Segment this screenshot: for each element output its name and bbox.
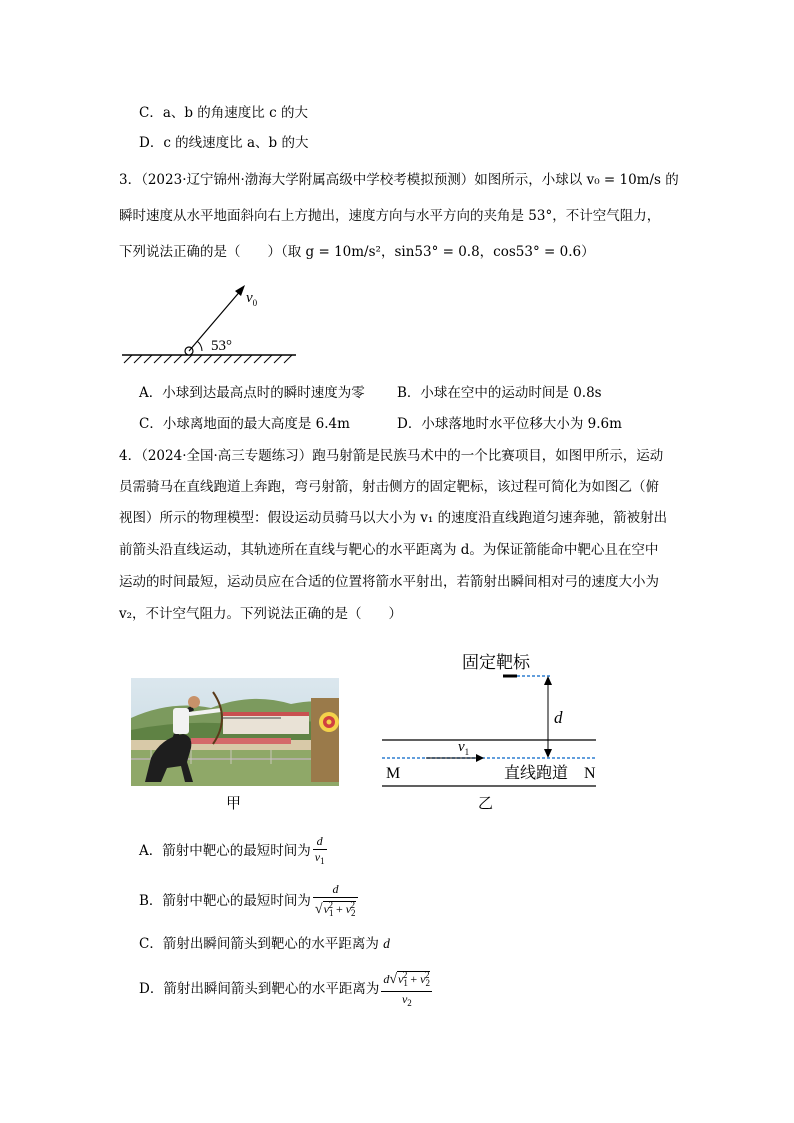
q4-stem-line-4: 前箭头沿直线运动，其轨迹所在直线与靶心的水平距离为 d。为保证箭能命中靶心且在空中	[119, 542, 659, 558]
point-n-label: N	[584, 765, 596, 782]
q4-stem-line-2: 员需骑马在直线跑道上奔跑，弯弓射箭，射击侧方的固定靶标，该过程可简化为如图乙（俯	[119, 479, 659, 495]
q2-option-c	[139, 103, 308, 123]
q3-stem-line-3: 下列说法正确的是（ ）（取 g = 10m/s²，sin53° = 0.8，cos53° = 0.6）	[119, 244, 595, 260]
q3-option-a: A．小球到达最高点时的瞬时速度为零	[139, 385, 365, 401]
figure-yi-caption: 乙	[478, 794, 494, 812]
q3-projectile-figure	[118, 280, 303, 372]
distance-arrowhead-top	[544, 676, 552, 685]
q4-stem-line-6: v₂，不计空气阻力。下列说法正确的是（ ）	[119, 606, 403, 622]
angle-label: 53°	[211, 338, 232, 354]
q4-option-c-var: d	[383, 936, 390, 951]
q4-option-a-formula: $\frac{d}{v_1}$	[314, 834, 325, 866]
v1-label: $v_1$	[458, 739, 470, 757]
q4-option-d	[139, 968, 434, 1008]
q3-option-d: D．小球落地时水平位移大小为 9.6m	[397, 416, 622, 432]
q4-stem-line-1: 4．（2024·全国·高三专题练习）跑马射箭是民族马术中的一个比赛项目，如图甲所示，运动	[119, 448, 664, 464]
point-m-label: M	[386, 765, 401, 782]
q2-option-d	[139, 133, 308, 153]
q3-option-c: C．小球离地面的最大高度是 6.4m	[139, 416, 350, 432]
q4-option-b-text: B．箭射中靶心的最短时间为	[139, 893, 311, 909]
top-view-diagram	[378, 648, 604, 808]
q4-option-b	[139, 882, 360, 920]
archer-photo	[131, 678, 339, 786]
q4-stem-line-3: 视图）所示的物理模型：假设运动员骑马以大小为 v₁ 的速度沿直线跑道匀速奔驰，箭被射出	[119, 510, 668, 526]
q3-option-b: B．小球在空中的运动时间是 0.8s	[397, 385, 602, 401]
v1-arrowhead	[476, 754, 484, 762]
track-label: 直线跑道	[504, 765, 569, 782]
q2-option-d-text: D．c 的线速度比 a、b 的大	[139, 135, 309, 151]
velocity-arrowhead	[235, 285, 245, 296]
q4-option-b-formula: $\frac{d}{√v_1^2 + v_2^2}$	[313, 882, 358, 921]
angle-arc	[197, 341, 202, 351]
distance-arrowhead-bottom	[544, 749, 552, 758]
velocity-label: $v_0$	[246, 290, 258, 308]
q2-option-c-text: C．a、b 的角速度比 c 的大	[139, 105, 308, 121]
q3-stem-line-2: 瞬时速度从水平地面斜向右上方抛出，速度方向与水平方向的夹角是 53°，不计空气阻力，	[119, 208, 661, 224]
q4-option-d-text: D．箭射出瞬间箭头到靶心的水平距离为	[139, 981, 380, 997]
q4-option-c	[139, 934, 390, 954]
q4-option-a	[139, 834, 329, 870]
q3-stem-line-1: 3．（2023·辽宁锦州·渤海大学附属高级中学校考模拟预测）如图所示，小球以 v₀ = 10m/s 的	[119, 172, 679, 188]
figure-jia-caption: 甲	[226, 794, 242, 812]
ground-hatching	[124, 355, 292, 363]
q4-option-c-text: C．箭射出瞬间箭头到靶心的水平距离为	[139, 936, 379, 952]
target-label: 固定靶标	[462, 653, 530, 672]
q4-option-a-text: A．箭射中靶心的最短时间为	[139, 843, 311, 859]
distance-label: d	[554, 708, 563, 727]
q4-stem-line-5: 运动的时间最短，运动员应在合适的位置将箭水平射出，若箭射出瞬间相对弓的速度大小为	[119, 574, 659, 590]
q4-option-d-formula: $\frac{d√v_1^2 + v_2^2}{v_2}$	[381, 968, 432, 1011]
